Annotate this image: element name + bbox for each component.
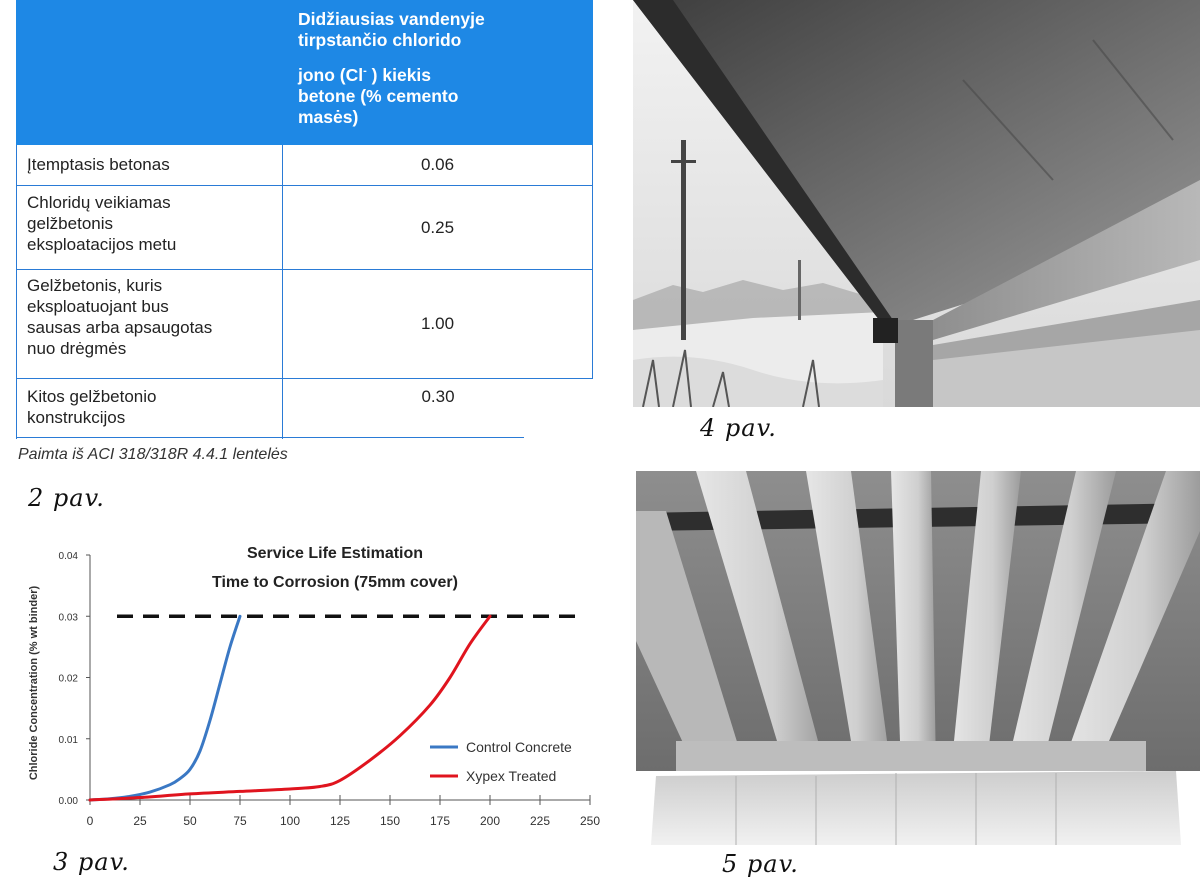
x-tick-label: 150 — [379, 814, 401, 828]
row-label-line: Įtemptasis betonas — [27, 155, 170, 174]
table-source-note: Paimta iš ACI 318/318R 4.4.1 lentelės — [18, 446, 288, 463]
row-label-line: nuo drėgmės — [27, 339, 127, 358]
chloride-table — [16, 0, 593, 439]
row-value: 0.06 — [420, 155, 455, 174]
x-tick-label: 0 — [86, 814, 94, 828]
caption-fig3: 3 pav. — [53, 848, 130, 876]
row-label — [17, 186, 283, 269]
row-label — [17, 270, 283, 378]
table-row — [16, 145, 593, 186]
row-label-line: gelžbetonis — [27, 214, 114, 233]
row-value: 0.25 — [420, 217, 455, 237]
caption-fig4: 4 pav. — [700, 414, 777, 442]
caption-fig2: 2 pav. — [28, 484, 105, 512]
row-label-line: Kitos gelžbetonio — [27, 387, 157, 406]
row-label-line: Chloridų veikiamas — [27, 193, 171, 212]
chart-title: Service Life Estimation — [246, 545, 424, 562]
chart-subtitle: Time to Corrosion (75mm cover) — [212, 574, 458, 591]
chart-legend — [430, 739, 572, 784]
service-life-chart — [20, 535, 610, 835]
row-label-line: eksploatuojant bus — [27, 297, 169, 316]
table-bottom-rule — [16, 437, 524, 438]
row-label — [17, 379, 283, 439]
control-concrete-series-line — [90, 616, 240, 800]
y-tick-label: 0.04 — [58, 551, 78, 562]
caption-fig5: 5 pav. — [722, 850, 799, 878]
table-header — [16, 0, 593, 145]
bridge-underside-photo — [633, 0, 1200, 407]
x-tick-label: 75 — [233, 814, 247, 828]
xypex-treated-series-line — [90, 616, 490, 800]
header-line-part: jono (Cl — [298, 64, 364, 85]
x-tick-label: 100 — [279, 814, 301, 828]
header-line: masės) — [298, 106, 359, 127]
table-header-text — [298, 9, 568, 128]
x-tick-label: 50 — [183, 814, 197, 828]
x-tick-label: 25 — [133, 814, 147, 828]
row-label-line: sausas arba apsaugotas — [27, 318, 213, 337]
header-line: betone (% cemento — [298, 85, 459, 106]
header-line: Didžiausias vandenyje — [298, 9, 485, 29]
header-line: tirpstančio chlorido — [298, 30, 462, 50]
row-label-line: konstrukcijos — [27, 408, 126, 427]
legend-entry: Xypex Treated — [466, 768, 557, 784]
table-row — [16, 379, 593, 439]
row-value: 0.30 — [421, 387, 455, 406]
table-row — [16, 186, 593, 270]
y-tick-label: 0.02 — [58, 673, 78, 685]
row-label-line: Gelžbetonis, kuris — [27, 276, 163, 295]
header-line — [298, 61, 568, 86]
x-tick-label: 175 — [429, 814, 451, 828]
superscript-minus: - — [363, 65, 367, 77]
table-row — [16, 270, 593, 379]
row-label-line: eksploatacijos metu — [27, 235, 177, 254]
bridge-girders-photo — [636, 471, 1200, 845]
x-tick-label: 200 — [479, 814, 501, 828]
row-label — [17, 145, 283, 185]
chart-axes — [59, 551, 601, 828]
y-tick-label: 0.00 — [58, 796, 78, 807]
x-tick-label: 250 — [579, 814, 601, 828]
header-line-part: ) kiekis — [371, 64, 432, 85]
x-tick-label: 225 — [529, 814, 551, 828]
y-axis-label: Chloride Concentration (% wt binder) — [28, 585, 40, 781]
legend-entry: Control Concrete — [466, 739, 572, 755]
y-tick-label: 0.03 — [58, 612, 78, 624]
y-tick-label: 0.01 — [58, 734, 78, 746]
x-tick-label: 125 — [329, 814, 351, 828]
row-value: 1.00 — [420, 314, 455, 333]
